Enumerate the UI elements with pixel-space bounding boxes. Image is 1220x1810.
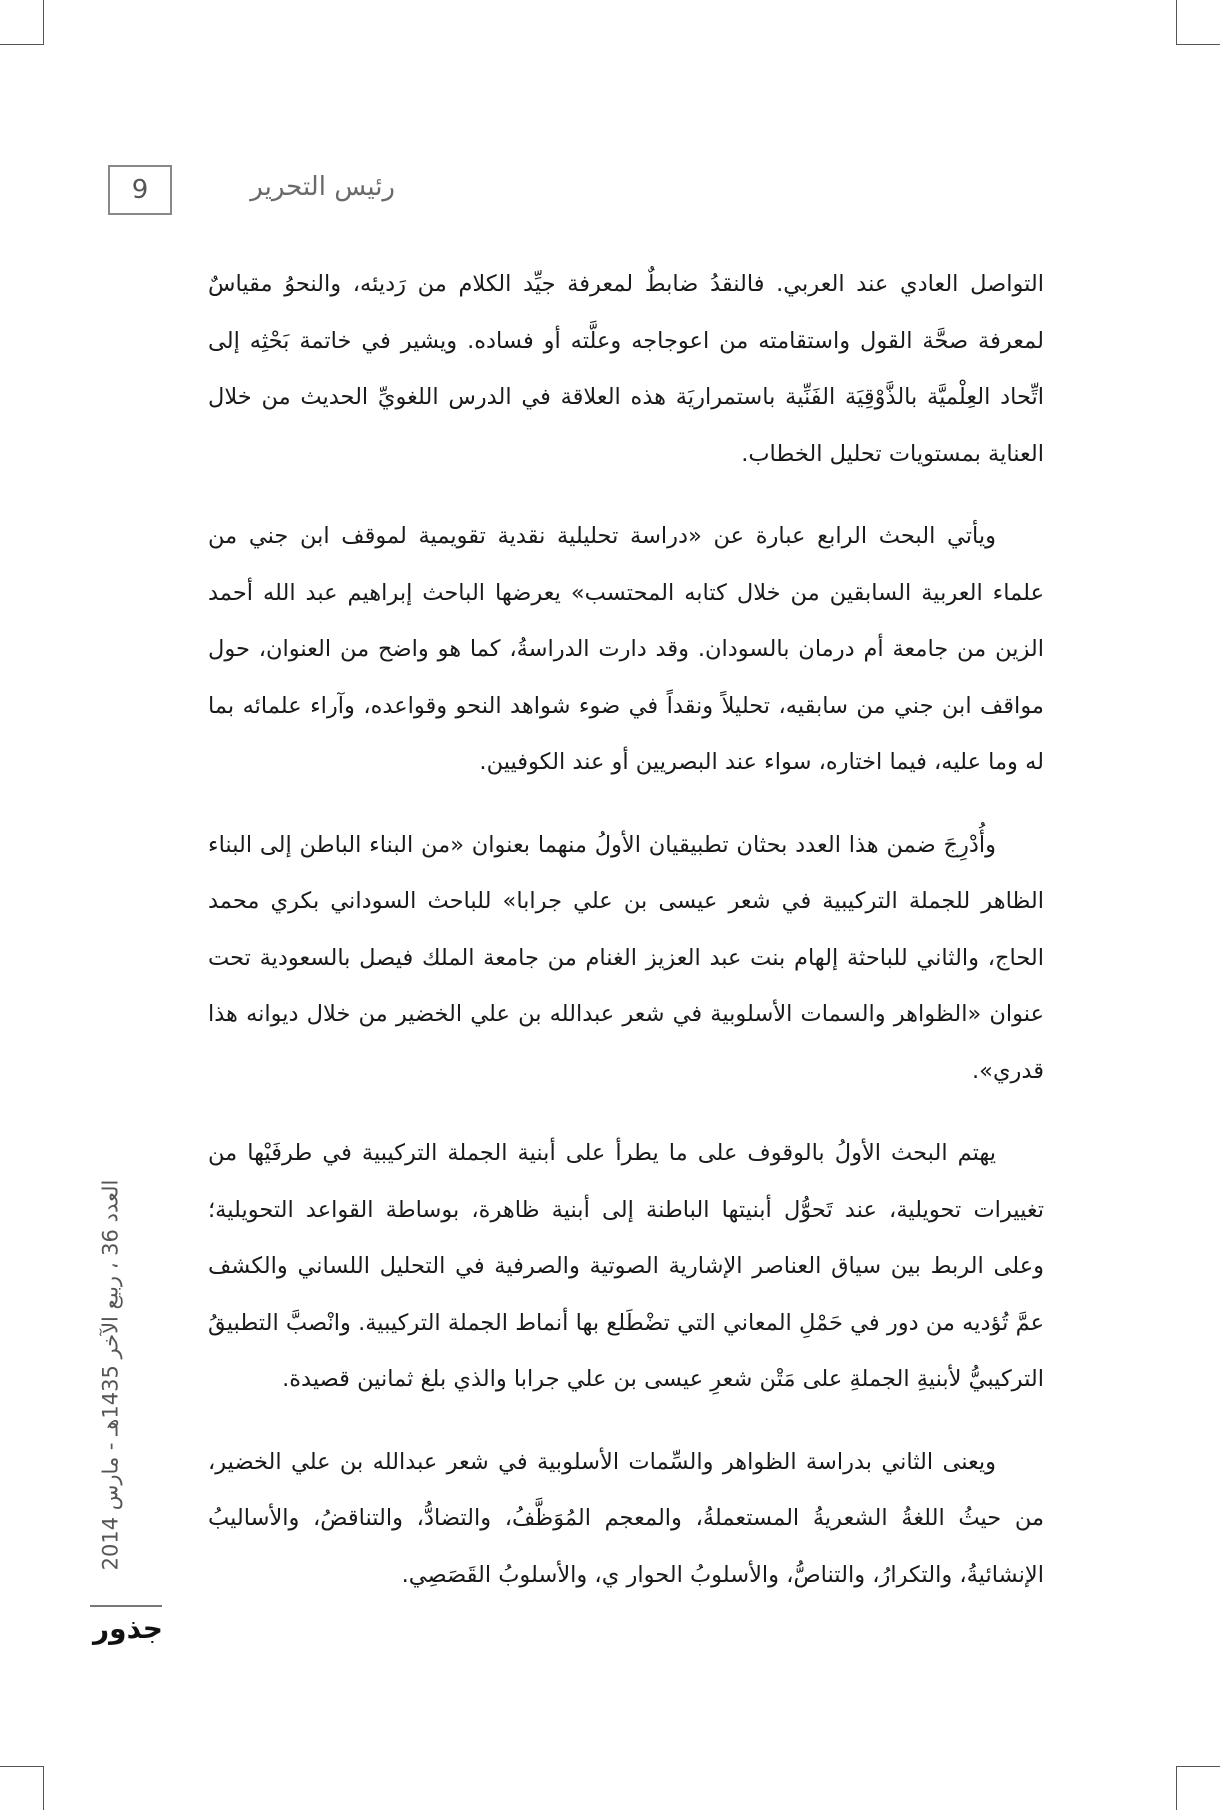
crop-mark-top-right	[1176, 0, 1177, 44]
paragraph-3: وأُدْرِجَ ضمن هذا العدد بحثان تطبيقيان الأولُ منهما بعنوان «من البناء الباطن إلى البناء الظاهر للجملة التركيبية في شعر عيسى بن علي جرابا» للباحث السوداني بكري محمد الحاج، والثاني للباحثة إلهام بنت عبد العزيز الغنام من جامعة الملك فيصل بالسعودية تحت عنوان «الظواهر والسمات الأسلوبية في شعر عبدالله بن علي الخضير من خلال ديوانه هذا قدري».	[208, 831, 1044, 1084]
paragraph-1: التواصل العادي عند العربي. فالنقدُ ضابطٌ لمعرفة جيِّد الكلام من رَديئه، والنحوُ مقياسٌ لمعرفة صحَّة القول واستقامته من اعوجاجه وعلَّته أو فساده. ويشير في خاتمة بَحْثِه إلى اتِّحاد العِلْميَّة بالذَّوْقِيَة الفَنِّية باستمراريَة هذه العلاقة في الدرس اللغويِّ الحديث من خلال العناية بمستويات تحليل الخطاب.	[208, 271, 1044, 467]
caption-divider	[90, 1605, 162, 1607]
page-number: 9	[108, 165, 172, 215]
crop-mark-top-left	[43, 0, 44, 44]
crop-mark-bottom-left-h	[0, 1766, 44, 1767]
paragraph-5: ويعنى الثاني بدراسة الظواهر والسِّمات الأسلوبية في شعر عبدالله بن علي الخضير، من حيثُ اللغةُ الشعريةُ المستعملةُ، والمعجم المُوَظَّفُ، والتضادُّ، والتناقضُ، والأساليبُ الإنشائيةُ، والتكرارُ، والتناصُّ، والأسلوبُ الحوار ي، والأسلوبُ القَصَصِي.	[208, 1448, 1044, 1588]
issue-caption	[90, 1150, 130, 1600]
running-header-title: رئيس التحرير	[250, 172, 395, 202]
crop-mark-bottom-right-h	[1176, 1766, 1220, 1767]
crop-mark-top-right-h	[1176, 44, 1220, 45]
crop-mark-top-left-h	[0, 44, 44, 45]
paragraph-4: يهتم البحث الأولُ بالوقوف على ما يطرأ على أبنية الجملة التركيبية في طرفَيْها من تغييرات تحويلية، عند تَحوُّل أبنيتها الباطنة إلى أبنية ظاهرة، بوساطة القواعد التحويلية؛ وعلى الربط بين سياق العناصر الإشارية الصوتية والصرفية في التحليل اللساني والكشف عمَّ تُؤديه من دور في حَمْلِ المعاني التي تضْطَلع بها أنماط الجملة التركيبية. وانْصبَّ التطبيقُ التركيبيُّ لأبنيةِ الجملةِ على مَتْن شعرِ عيسى بن علي جرابا والذي بلغ ثمانين قصيدة.	[208, 1140, 1044, 1392]
issue-caption-text: العدد 36 ، ربيع الآخر 1435هـ - مارس 2014	[98, 1179, 122, 1571]
paragraph-2: ويأتي البحث الرابع عبارة عن «دراسة تحليلية نقدية تقويمية لموقف ابن جني من علماء العربية السابقين من خلال كتابه المحتسب» يعرضها الباحث إبراهيم عبد الله أحمد الزين من جامعة أم درمان بالسودان. وقد دارت الدراسةُ، كما هو واضح من العنوان، حول مواقف ابن جني من سابقيه، تحليلاً ونقداً في ضوء شواهد النحو وقواعده، وآراء علمائه بما له وما عليه، فيما اختاره، سواء عند البصريين أو عند الكوفيين.	[208, 523, 1044, 775]
crop-mark-bottom-right	[1176, 1766, 1177, 1810]
journal-logo: جذور	[93, 1612, 163, 1645]
article-body	[208, 256, 1044, 1629]
crop-mark-bottom-left	[43, 1766, 44, 1810]
